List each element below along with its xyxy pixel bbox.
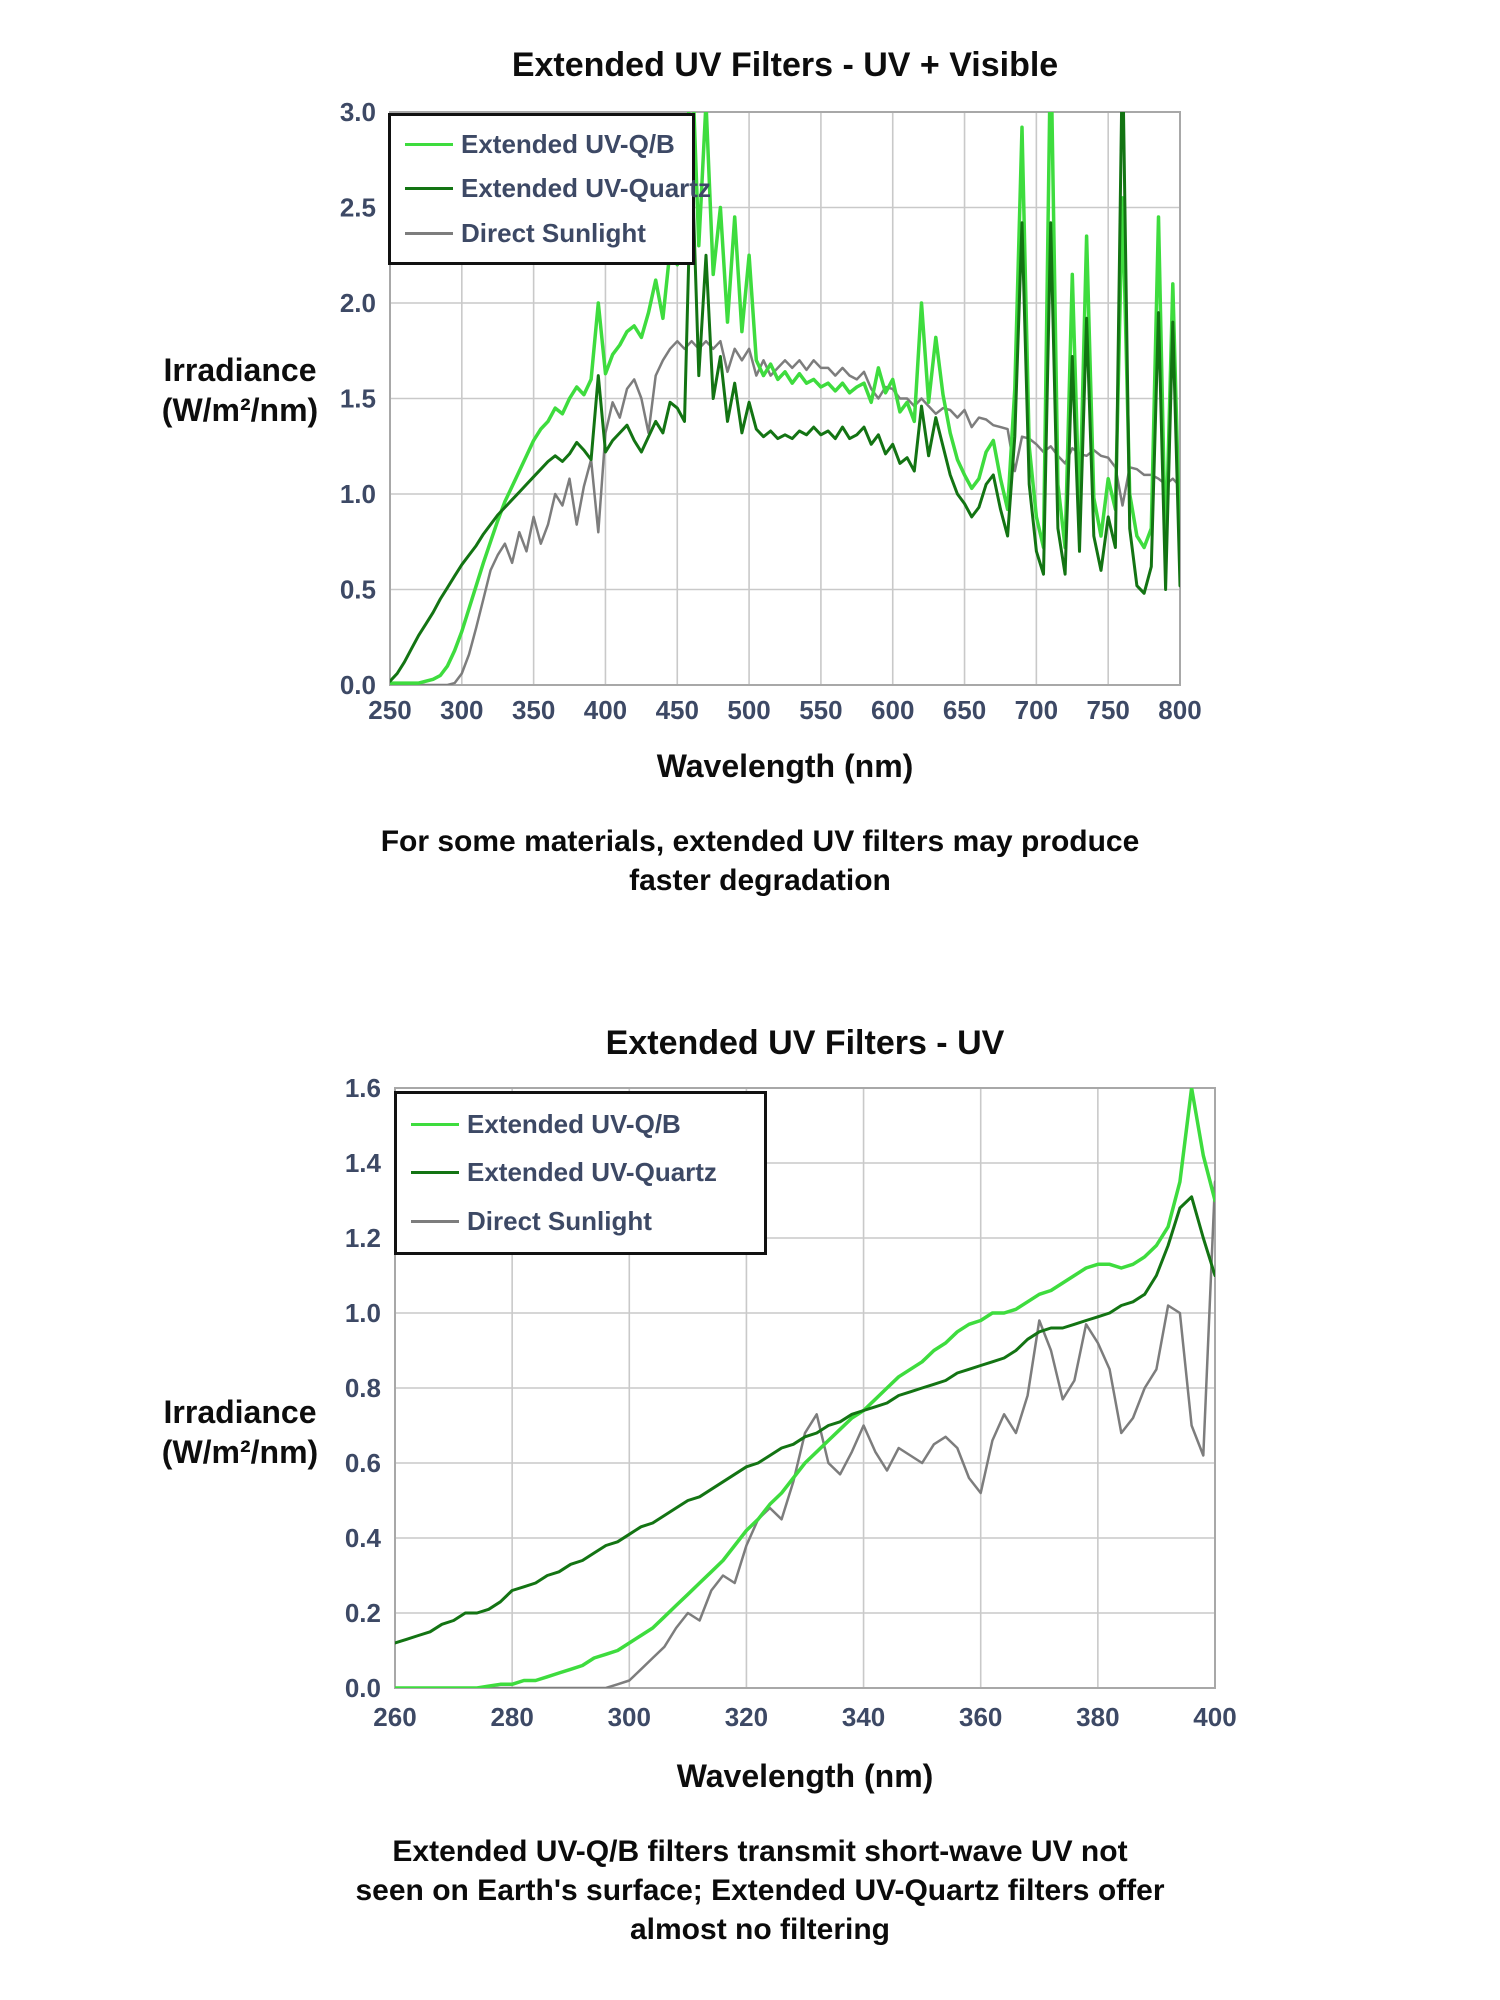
- x-tick-label: 250: [368, 695, 412, 725]
- y-tick-label: 0.6: [344, 1448, 381, 1478]
- chart2-caption: [160, 1832, 1360, 1949]
- chart1-caption-line2: faster degradation: [629, 864, 891, 897]
- series-line-extended-uv-quartz: [395, 1197, 1215, 1643]
- chart2-legend-item-uv-quartz: [411, 1157, 764, 1188]
- chart1-legend-item-uv-qb: [405, 129, 692, 160]
- x-tick-label: 550: [799, 695, 843, 725]
- uv-qb-line-swatch: [405, 143, 453, 146]
- chart2-y-axis-label-line2: (W/m²/nm): [161, 1434, 319, 1470]
- direct-sunlight-line-swatch: [405, 232, 453, 235]
- x-tick-label: 260: [373, 1702, 417, 1732]
- x-tick-label: 800: [1158, 695, 1202, 725]
- x-tick-label: 380: [1076, 1702, 1120, 1732]
- x-tick-label: 600: [871, 695, 915, 725]
- chart2-caption-line1: Extended UV-Q/B filters transmit short-wave UV not: [392, 1835, 1128, 1868]
- y-tick-label: 1.0: [344, 1298, 381, 1328]
- uv-quartz-legend-label: Extended UV-Quartz: [461, 173, 711, 204]
- uv-qb-legend-label: Extended UV-Q/B: [461, 128, 675, 159]
- x-tick-label: 350: [511, 695, 556, 725]
- y-tick-label: 1.5: [339, 383, 376, 414]
- y-tick-label: 2.0: [339, 288, 376, 318]
- chart2-x-axis-label: Wavelength (nm): [676, 1758, 934, 1794]
- x-tick-label: 280: [490, 1702, 534, 1732]
- x-tick-label: 450: [655, 695, 699, 725]
- uv-quartz-legend-label: Extended UV-Quartz: [467, 1157, 717, 1188]
- x-tick-label: 400: [583, 695, 628, 725]
- uv-qb-line-swatch: [411, 1123, 459, 1126]
- chart1-caption: [200, 822, 1320, 900]
- y-tick-label: 0.8: [344, 1373, 381, 1403]
- y-tick-label: 0.4: [344, 1523, 381, 1553]
- y-tick-label: 1.0: [339, 479, 376, 509]
- y-tick-label: 1.6: [344, 1073, 381, 1103]
- chart1-y-axis-label: [100, 350, 380, 430]
- chart1-caption-line1: For some materials, extended UV filters may produce: [380, 825, 1140, 858]
- y-tick-label: 3.0: [339, 97, 376, 127]
- x-tick-label: 300: [607, 1702, 651, 1732]
- chart2-caption-line3: almost no filtering: [629, 1913, 890, 1946]
- chart1-legend-item-uv-quartz: [405, 173, 711, 204]
- y-tick-label: 0.0: [339, 670, 376, 700]
- chart2-legend: [394, 1091, 767, 1255]
- chart2-title: Extended UV Filters - UV: [605, 1024, 1005, 1062]
- chart1-y-axis-label-line1: Irradiance: [163, 352, 317, 388]
- y-tick-label: 1.4: [344, 1148, 381, 1178]
- x-tick-label: 320: [724, 1702, 769, 1732]
- chart2-legend-item-uv-qb: [411, 1109, 764, 1140]
- chart1-title: Extended UV Filters - UV + Visible: [511, 46, 1059, 84]
- x-tick-label: 360: [959, 1702, 1003, 1732]
- y-tick-label: 1.2: [344, 1223, 381, 1253]
- chart2-legend-item-direct-sunlight: [411, 1206, 764, 1237]
- uv-qb-legend-label: Extended UV-Q/B: [467, 1108, 681, 1139]
- x-tick-label: 300: [440, 695, 484, 725]
- uv-quartz-line-swatch: [411, 1171, 459, 1174]
- chart1-legend-item-direct-sunlight: [405, 218, 692, 249]
- chart2-caption-line2: seen on Earth's surface; Extended UV-Quartz filters offer: [355, 1874, 1165, 1907]
- chart1-x-axis-label: Wavelength (nm): [656, 748, 914, 784]
- x-tick-label: 340: [841, 1702, 886, 1732]
- chart1-y-axis-label-line2: (W/m²/nm): [161, 392, 319, 428]
- series-line-direct-sunlight: [395, 1182, 1215, 1688]
- uv-quartz-line-swatch: [405, 187, 453, 190]
- chart2-y-axis-label-line1: Irradiance: [163, 1394, 317, 1430]
- y-tick-label: 0.5: [339, 574, 376, 605]
- x-tick-label: 700: [1014, 695, 1059, 725]
- x-tick-label: 650: [942, 695, 987, 725]
- x-tick-label: 500: [727, 695, 771, 725]
- direct-sunlight-legend-label: Direct Sunlight: [461, 218, 646, 249]
- chart2-y-axis-label: [100, 1392, 380, 1472]
- direct-sunlight-legend-label: Direct Sunlight: [467, 1206, 652, 1237]
- x-tick-label: 750: [1086, 695, 1130, 725]
- x-tick-label: 400: [1193, 1702, 1237, 1732]
- y-tick-label: 2.5: [339, 192, 376, 223]
- chart1-legend: [388, 113, 711, 265]
- y-tick-label: 0.2: [344, 1598, 381, 1628]
- y-tick-label: 0.0: [344, 1673, 381, 1703]
- direct-sunlight-line-swatch: [411, 1220, 459, 1223]
